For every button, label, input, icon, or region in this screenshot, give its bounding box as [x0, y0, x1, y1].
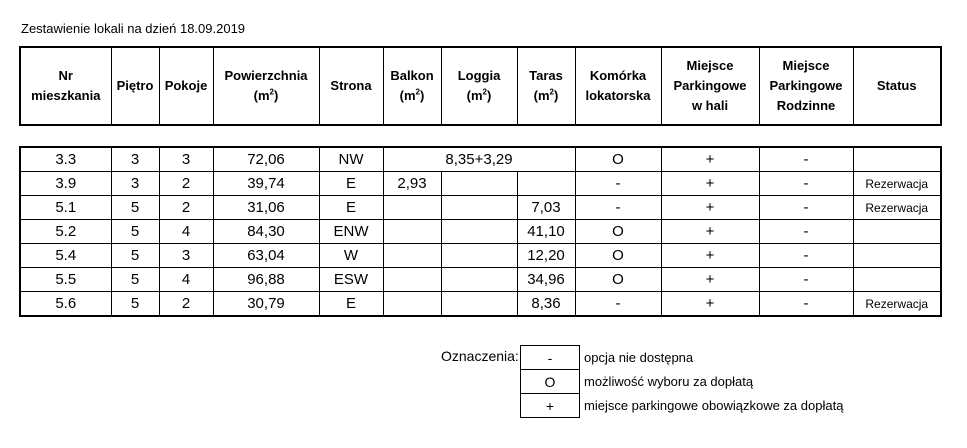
cell-balkon: 2,93	[383, 172, 441, 196]
legend-item	[521, 346, 844, 370]
cell-hala: +	[661, 292, 759, 317]
cell-nr: 5.1	[20, 196, 111, 220]
cell-komorka: -	[575, 172, 661, 196]
cell-balkon	[383, 292, 441, 317]
cell-nr: 5.4	[20, 244, 111, 268]
cell-pokoje: 2	[159, 292, 213, 317]
cell-loggia	[441, 292, 517, 317]
legend-item	[521, 394, 844, 418]
cell-rodzinne: -	[759, 244, 853, 268]
cell-hala: +	[661, 244, 759, 268]
legend-symbol: O	[521, 370, 580, 394]
legend-desc: opcja nie dostępna	[584, 350, 694, 365]
cell-loggia	[441, 268, 517, 292]
legend-label: Oznaczenia:	[441, 348, 519, 364]
cell-pow: 30,79	[213, 292, 319, 317]
cell-pow: 72,06	[213, 147, 319, 172]
cell-komorka: O	[575, 244, 661, 268]
header-loggia: Loggia $(m^2)$	[441, 47, 517, 125]
cell-komorka: O	[575, 268, 661, 292]
cell-pietro: 3	[111, 172, 159, 196]
cell-strona: E	[319, 196, 383, 220]
legend-item	[521, 370, 844, 394]
page-title: Zestawienie lokali na dzień 18.09.2019	[21, 21, 246, 36]
cell-hala: +	[661, 196, 759, 220]
cell-pietro: 5	[111, 244, 159, 268]
cell-komorka: -	[575, 196, 661, 220]
header-komorka: Komórka lokatorska	[575, 47, 661, 125]
cell-balkon	[383, 196, 441, 220]
cell-nr: 3.9	[20, 172, 111, 196]
cell-status: Rezerwacja	[853, 292, 941, 317]
cell-taras: 41,10	[517, 220, 575, 244]
cell-komorka: O	[575, 147, 661, 172]
cell-status: Rezerwacja	[853, 196, 941, 220]
cell-nr: 5.2	[20, 220, 111, 244]
cell-status: Rezerwacja	[853, 172, 941, 196]
cell-pow: 84,30	[213, 220, 319, 244]
units-table	[19, 146, 942, 317]
cell-hala: +	[661, 220, 759, 244]
cell-nr: 5.5	[20, 268, 111, 292]
cell-status	[853, 244, 941, 268]
legend-table	[520, 345, 844, 418]
table-row	[20, 220, 941, 244]
cell-hala: +	[661, 268, 759, 292]
header-nr: Nr mieszkania	[20, 47, 111, 125]
table-row	[20, 196, 941, 220]
cell-rodzinne: -	[759, 220, 853, 244]
cell-pietro: 3	[111, 147, 159, 172]
cell-taras: 7,03	[517, 196, 575, 220]
table-header	[19, 46, 942, 126]
cell-loggia: 8,35+3,29	[441, 147, 517, 172]
cell-taras: 8,36	[517, 292, 575, 317]
table-row	[20, 268, 941, 292]
cell-strona: NW	[319, 147, 383, 172]
cell-pow: 96,88	[213, 268, 319, 292]
cell-status	[853, 147, 941, 172]
cell-taras: 34,96	[517, 268, 575, 292]
legend-desc: miejsce parkingowe obowiązkowe za dopłatą	[584, 398, 844, 413]
cell-komorka: O	[575, 220, 661, 244]
header-strona: Strona	[319, 47, 383, 125]
cell-balkon	[383, 147, 441, 172]
cell-rodzinne: -	[759, 147, 853, 172]
cell-strona: ENW	[319, 220, 383, 244]
legend-desc: możliwość wyboru za dopłatą	[584, 374, 754, 389]
cell-pokoje: 3	[159, 147, 213, 172]
cell-pokoje: 2	[159, 196, 213, 220]
cell-pow: 63,04	[213, 244, 319, 268]
cell-nr: 3.3	[20, 147, 111, 172]
cell-taras: 12,20	[517, 244, 575, 268]
cell-strona: E	[319, 292, 383, 317]
cell-pow: 31,06	[213, 196, 319, 220]
cell-pietro: 5	[111, 268, 159, 292]
cell-balkon	[383, 268, 441, 292]
cell-pokoje: 4	[159, 268, 213, 292]
cell-pietro: 5	[111, 292, 159, 317]
cell-strona: ESW	[319, 268, 383, 292]
cell-balkon	[383, 220, 441, 244]
cell-taras	[517, 172, 575, 196]
cell-rodzinne: -	[759, 196, 853, 220]
header-pietro: Piętro	[111, 47, 159, 125]
cell-status	[853, 268, 941, 292]
cell-komorka: -	[575, 292, 661, 317]
cell-pokoje: 3	[159, 244, 213, 268]
legend-symbol: +	[521, 394, 580, 418]
cell-loggia	[441, 244, 517, 268]
cell-hala: +	[661, 147, 759, 172]
header-powierzchnia: Powierzchnia $(m^2)$	[213, 47, 319, 125]
table-row	[20, 292, 941, 317]
cell-balkon	[383, 244, 441, 268]
cell-strona: E	[319, 172, 383, 196]
header-pokoje: Pokoje	[159, 47, 213, 125]
cell-strona: W	[319, 244, 383, 268]
cell-hala: +	[661, 172, 759, 196]
cell-rodzinne: -	[759, 292, 853, 317]
table-row	[20, 172, 941, 196]
cell-status	[853, 220, 941, 244]
cell-pow: 39,74	[213, 172, 319, 196]
header-balkon: Balkon $(m^2)$	[383, 47, 441, 125]
legend-symbol: -	[521, 346, 580, 370]
cell-loggia	[441, 196, 517, 220]
cell-rodzinne: -	[759, 268, 853, 292]
header-parking-hala: Miejsce Parkingowe w hali	[661, 47, 759, 125]
table-row	[20, 147, 941, 172]
cell-nr: 5.6	[20, 292, 111, 317]
table-row	[20, 244, 941, 268]
cell-rodzinne: -	[759, 172, 853, 196]
header-status: Status	[853, 47, 941, 125]
cell-pokoje: 2	[159, 172, 213, 196]
cell-taras	[517, 147, 575, 172]
cell-pokoje: 4	[159, 220, 213, 244]
cell-pietro: 5	[111, 220, 159, 244]
header-parking-rodzinne: Miejsce Parkingowe Rodzinne	[759, 47, 853, 125]
cell-loggia	[441, 172, 517, 196]
cell-pietro: 5	[111, 196, 159, 220]
header-taras: Taras $(m^2)$	[517, 47, 575, 125]
cell-loggia	[441, 220, 517, 244]
